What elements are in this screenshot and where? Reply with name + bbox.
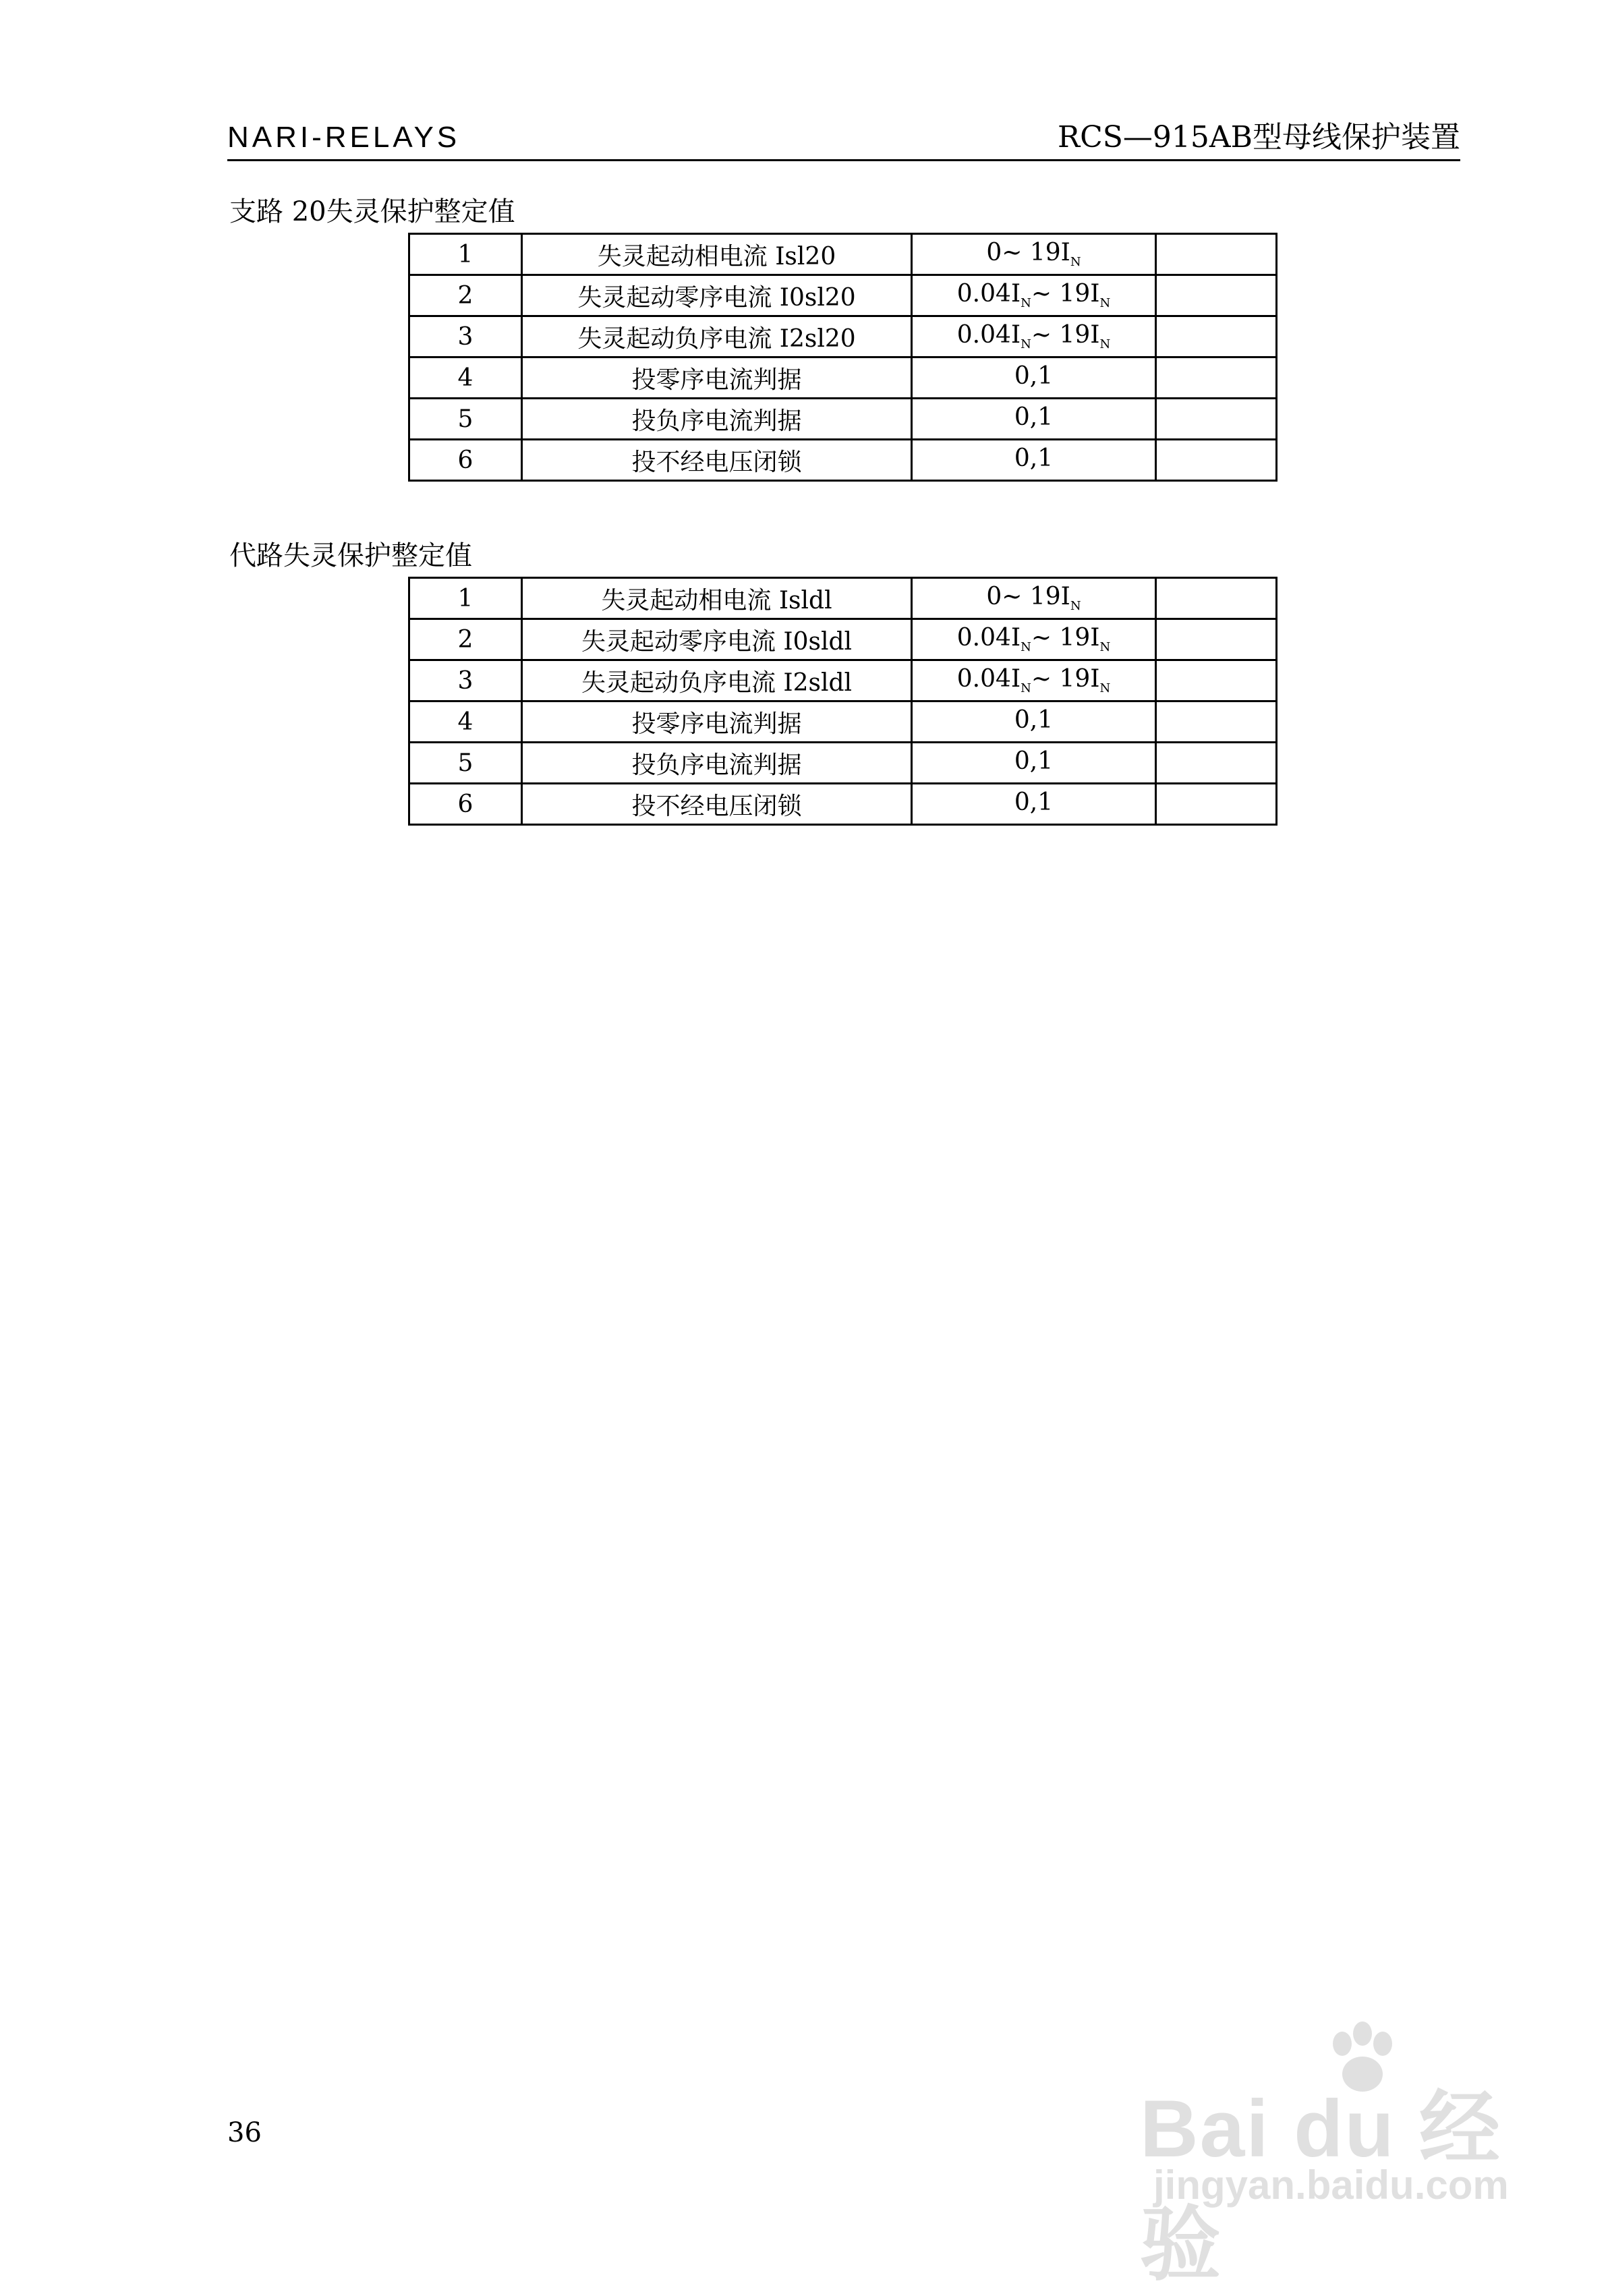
setting-value [1156,234,1277,275]
table-row [409,357,1277,399]
range-subscript: N [1021,681,1031,696]
setting-value [1156,743,1277,784]
setting-number: 4 [409,357,522,399]
setting-range [912,619,1156,660]
setting-range [912,440,1156,481]
setting-name: 失灵起动零序电流 I0sldl [522,619,912,660]
range-text: 0,1 [1014,788,1054,817]
settings-table-bypass [408,577,1277,826]
header-divider [227,159,1460,161]
header-document-title: RCS—915AB型母线保护装置 [1057,120,1460,154]
range-text: 0~ 19I [986,239,1070,267]
setting-range [912,275,1156,316]
settings-table-body [409,234,1277,481]
range-subscript: N [1021,296,1031,311]
setting-name: 投负序电流判据 [522,743,912,784]
setting-name: 投负序电流判据 [522,399,912,440]
setting-name: 失灵起动零序电流 I0sl20 [522,275,912,316]
range-text-mid: ~ 19I [1031,665,1100,693]
setting-range [912,660,1156,701]
setting-name: 投零序电流判据 [522,701,912,743]
setting-number: 4 [409,701,522,743]
settings-table-body [409,578,1277,825]
setting-number: 3 [409,316,522,357]
baidu-jingyan-watermark [1140,2017,1545,2290]
table-row [409,619,1277,660]
table-row [409,440,1277,481]
header-company-name: NARI-RELAYS [227,121,461,154]
setting-name: 投零序电流判据 [522,357,912,399]
range-text: 0.04I [956,665,1021,693]
range-text: 0,1 [1014,362,1054,391]
setting-number: 5 [409,399,522,440]
setting-name: 投不经电压闭锁 [522,440,912,481]
range-text: 0.04I [956,321,1021,349]
range-text: 0.04I [956,280,1021,308]
setting-name: 失灵起动负序电流 I2sl20 [522,316,912,357]
table-row [409,399,1277,440]
setting-number: 6 [409,784,522,825]
table-row [409,660,1277,701]
setting-range [912,784,1156,825]
setting-range [912,578,1156,619]
setting-number: 5 [409,743,522,784]
watermark-url: jingyan.baidu.com [1153,2162,1509,2208]
setting-value [1156,440,1277,481]
setting-name: 投不经电压闭锁 [522,784,912,825]
setting-number: 1 [409,234,522,275]
setting-value [1156,784,1277,825]
table-row [409,784,1277,825]
section-title-branch20: 支路 20失灵保护整定值 [229,196,515,227]
table-row [409,234,1277,275]
setting-value [1156,578,1277,619]
range-subscript: N [1070,599,1081,614]
setting-name: 失灵起动负序电流 I2sldl [522,660,912,701]
range-subscript-2: N [1099,681,1111,696]
setting-name: 失灵起动相电流 Isldl [522,578,912,619]
range-text: 0,1 [1014,747,1054,776]
range-subscript: N [1021,640,1031,655]
table-row [409,701,1277,743]
setting-value [1156,701,1277,743]
setting-value [1156,275,1277,316]
range-subscript: N [1021,337,1031,352]
range-text: 0.04I [956,624,1021,652]
range-text: 0,1 [1014,403,1054,432]
setting-range [912,234,1156,275]
range-text-mid: ~ 19I [1031,321,1100,349]
setting-number: 6 [409,440,522,481]
setting-value [1156,660,1277,701]
table-row [409,316,1277,357]
settings-table-branch20 [408,233,1277,482]
setting-number: 3 [409,660,522,701]
range-text: 0,1 [1014,444,1054,473]
setting-number: 2 [409,619,522,660]
range-subscript-2: N [1099,337,1111,352]
section-title-bypass: 代路失灵保护整定值 [229,540,472,571]
setting-range [912,743,1156,784]
setting-number: 1 [409,578,522,619]
range-subscript-2: N [1099,640,1111,655]
range-subscript-2: N [1099,296,1111,311]
range-text: 0~ 19I [986,583,1070,611]
setting-value [1156,357,1277,399]
setting-value [1156,316,1277,357]
range-text: 0,1 [1014,706,1054,735]
table-row [409,743,1277,784]
setting-number: 2 [409,275,522,316]
range-subscript: N [1070,255,1081,270]
range-text-mid: ~ 19I [1031,624,1100,652]
setting-value [1156,619,1277,660]
setting-value [1156,399,1277,440]
setting-range [912,399,1156,440]
range-text-mid: ~ 19I [1031,280,1100,308]
setting-range [912,701,1156,743]
setting-range [912,316,1156,357]
table-row [409,275,1277,316]
page-number: 36 [227,2117,262,2148]
watermark-logo: Bai du 经验 [1140,2084,1502,2290]
table-row [409,578,1277,619]
setting-name: 失灵起动相电流 Isl20 [522,234,912,275]
setting-range [912,357,1156,399]
